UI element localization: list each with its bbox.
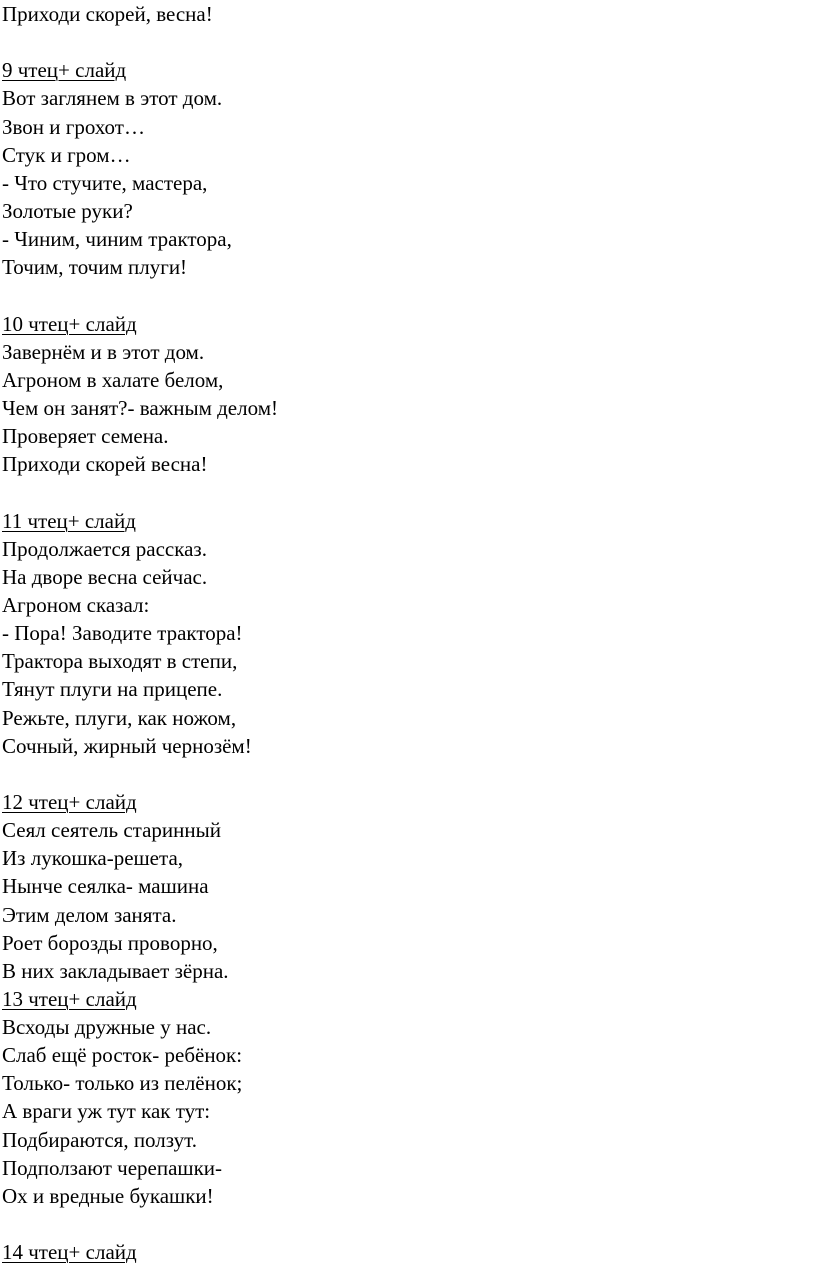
verse-line: В них закладывает зёрна. [2, 958, 229, 983]
verse-line: - Что стучите, мастера, [2, 170, 208, 195]
blank-line [2, 760, 812, 788]
verse-line: - Пора! Заводите трактора! [2, 621, 243, 646]
verse-line: Точим, точим плуги! [2, 255, 188, 280]
verse-line: Ох и вредные букашки! [2, 1183, 214, 1208]
blank-line [2, 28, 812, 56]
verse-line: На дворе весна сейчас. [2, 564, 208, 589]
verse-line: Слаб ещё росток- ребёнок: [2, 1043, 243, 1068]
verse-line: Проверяет семена. [2, 424, 169, 449]
blank-line [2, 478, 812, 506]
verse-line: Подбираются, ползут. [2, 1127, 197, 1152]
blank-line [2, 1210, 812, 1238]
verse-line: Тянут плуги на прицепе. [2, 677, 223, 702]
verse-line: Вот заглянем в этот дом. [2, 86, 223, 111]
verse-line: Приходи скорей, весна! [2, 2, 213, 26]
reader-slide-heading: 14 чтец+ слайд [2, 1240, 137, 1265]
verse-line: Только- только из пелёнок; [2, 1071, 243, 1096]
verse-line: - Чиним, чиним трактора, [2, 227, 232, 252]
verse-line: Трактора выходят в степи, [2, 649, 238, 674]
document-page [2, 0, 812, 1266]
verse-line: Завернём и в этот дом. [2, 339, 205, 364]
verse-line: Этим делом занята. [2, 902, 177, 927]
verse-line: Агроном в халате белом, [2, 367, 224, 392]
reader-slide-heading: 11 чтец+ слайд [2, 508, 136, 533]
verse-line: Агроном сказал: [2, 592, 150, 617]
verse-line: Подползают черепашки- [2, 1155, 223, 1180]
verse-line: Режьте, плуги, как ножом, [2, 705, 237, 730]
reader-slide-heading: 13 чтец+ слайд [2, 986, 137, 1011]
verse-line: Роет борозды проворно, [2, 930, 218, 955]
reader-slide-heading: 12 чтец+ слайд [2, 789, 137, 814]
verse-line: Чем он занят?- важным делом! [2, 395, 278, 420]
reader-slide-heading: 10 чтец+ слайд [2, 311, 137, 336]
verse-line: Нынче сеялка- машина [2, 874, 209, 899]
verse-line: Из лукошка-решета, [2, 846, 184, 871]
verse-line: Продолжается рассказ. [2, 536, 207, 561]
verse-line: Всходы дружные у нас. [2, 1015, 212, 1040]
verse-line: Сочный, жирный чернозём! [2, 733, 252, 758]
verse-line: Звон и грохот… [2, 114, 145, 139]
verse-line: Сеял сеятель старинный [2, 818, 221, 843]
verse-line: Стук и гром… [2, 142, 131, 167]
reader-slide-heading: 9 чтец+ слайд [2, 58, 127, 83]
verse-line: Приходи скорей весна! [2, 452, 208, 477]
blank-line [2, 281, 812, 309]
verse-line: А враги уж тут как тут: [2, 1099, 211, 1124]
verse-line: Золотые руки? [2, 198, 133, 223]
